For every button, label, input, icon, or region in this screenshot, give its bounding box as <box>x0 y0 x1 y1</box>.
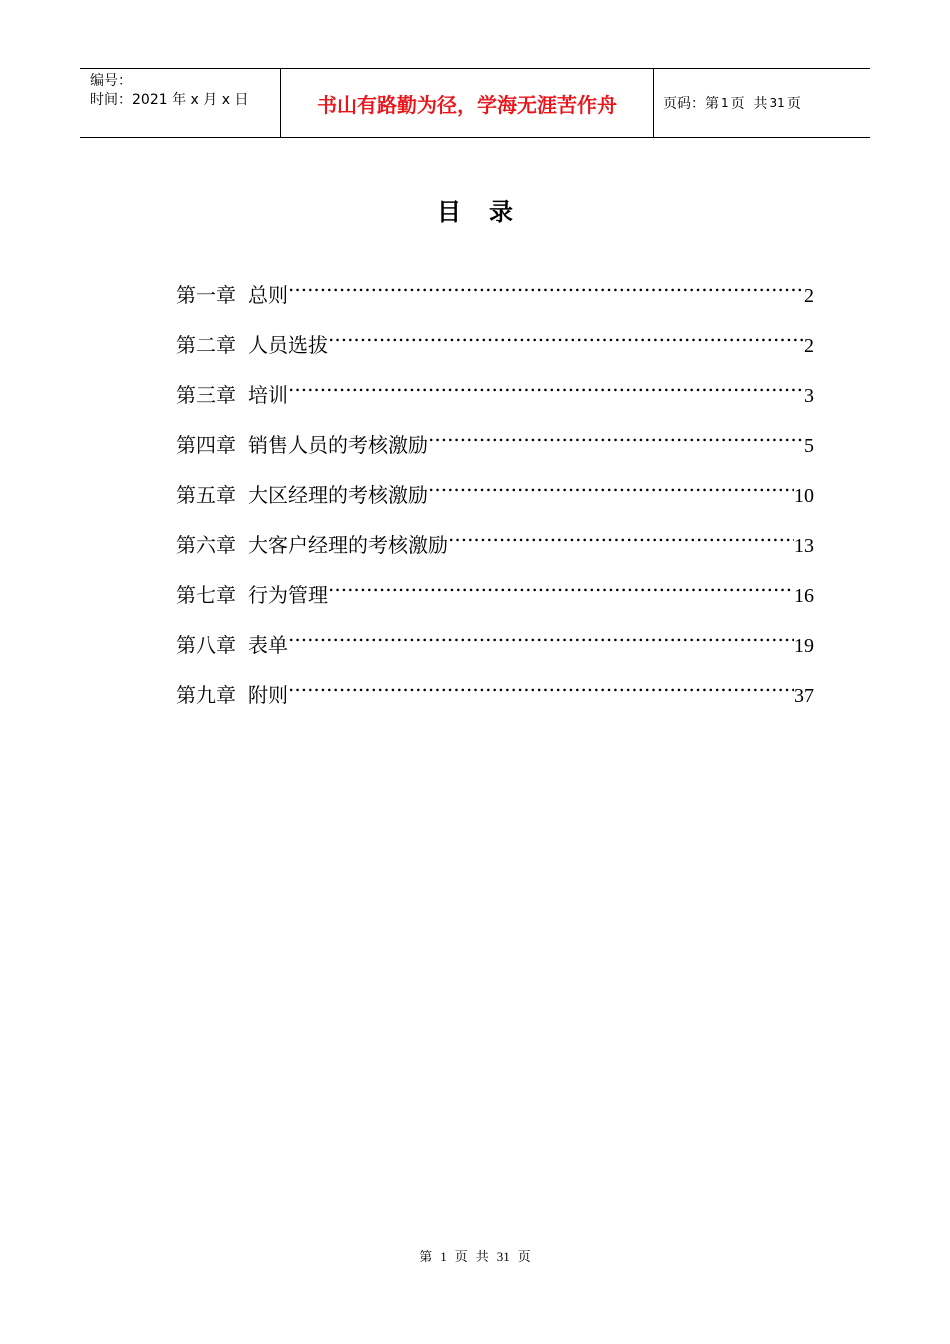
toc-leader-dots <box>428 466 794 502</box>
toc-chapter: 第九章 <box>176 683 236 707</box>
toc-entry[interactable] <box>176 266 814 316</box>
toc-page-number: 37 <box>794 685 814 707</box>
toc-chapter: 第八章 <box>176 633 236 657</box>
toc-entry[interactable] <box>176 466 814 516</box>
toc-chapter-name: 培训 <box>248 383 288 407</box>
toc-page-number: 19 <box>794 635 814 657</box>
toc-chapter-name: 表单 <box>248 633 288 657</box>
toc-entry[interactable] <box>176 616 814 666</box>
toc-leader-dots <box>328 316 804 352</box>
footer-total-unit: 页 <box>517 1250 531 1265</box>
footer-current-page: 1 <box>440 1249 447 1264</box>
page-total-unit: 页 <box>786 96 801 112</box>
toc-entry[interactable] <box>176 416 814 466</box>
toc-page-number: 10 <box>794 485 814 507</box>
date-line <box>90 91 280 110</box>
toc-chapter: 第七章 <box>176 583 236 607</box>
toc-leader-dots <box>448 516 794 552</box>
page-total-label: 共 <box>753 96 768 112</box>
toc-leader-dots <box>328 566 794 602</box>
toc-page-number: 2 <box>804 285 814 307</box>
toc-chapter: 第二章 <box>176 333 236 357</box>
toc-leader-dots <box>288 666 794 702</box>
footer-total-label: 共 <box>475 1250 489 1265</box>
toc-chapter: 第六章 <box>176 533 236 557</box>
toc-page-number: 16 <box>794 585 814 607</box>
toc-chapter: 第五章 <box>176 483 236 507</box>
toc-chapter-name: 销售人员的考核激励 <box>248 433 428 457</box>
toc-chapter: 第三章 <box>176 383 236 407</box>
header-motto-cell <box>281 69 654 137</box>
toc-chapter-name: 附则 <box>248 683 288 707</box>
footer-prefix: 第 <box>419 1250 433 1265</box>
toc-chapter-name: 大客户经理的考核激励 <box>248 533 448 557</box>
date-value: 2021 年 x 月 x 日 <box>132 92 249 108</box>
header-meta-cell <box>80 69 281 137</box>
page-current: 1 <box>721 96 729 110</box>
document-header <box>80 68 870 138</box>
toc-leader-dots <box>428 416 804 452</box>
toc-page-number: 2 <box>804 335 814 357</box>
toc-entry[interactable] <box>176 566 814 616</box>
toc-leader-dots <box>288 616 794 652</box>
header-page-cell <box>654 69 870 137</box>
toc-chapter-name: 行为管理 <box>248 583 328 607</box>
toc-page-number: 13 <box>794 535 814 557</box>
toc-chapter: 第一章 <box>176 283 236 307</box>
toc-entry[interactable] <box>176 516 814 566</box>
toc-page-number: 3 <box>804 385 814 407</box>
serial-label: 编号： <box>90 73 132 89</box>
motto-text: 书山有路勤为径，学海无涯苦作舟 <box>317 92 617 117</box>
page-label: 页码：第 <box>663 96 719 112</box>
toc-chapter-name: 大区经理的考核激励 <box>248 483 428 507</box>
toc-chapter-name: 总则 <box>248 283 288 307</box>
footer-total-pages: 31 <box>496 1249 510 1264</box>
toc-entry[interactable] <box>176 316 814 366</box>
toc-entry[interactable] <box>176 666 814 716</box>
toc-chapter-name: 人员选拔 <box>248 333 328 357</box>
page-footer <box>0 1246 950 1265</box>
toc-entry[interactable] <box>176 366 814 416</box>
date-label: 时间： <box>90 92 132 108</box>
toc-list <box>176 266 814 716</box>
toc-page-number: 5 <box>804 435 814 457</box>
toc-leader-dots <box>288 266 804 302</box>
toc-title: 目录 <box>437 198 541 226</box>
toc-chapter: 第四章 <box>176 433 236 457</box>
toc-leader-dots <box>288 366 804 402</box>
page-unit: 页 <box>730 96 745 112</box>
page-total: 31 <box>769 96 785 110</box>
footer-unit: 页 <box>454 1250 468 1265</box>
